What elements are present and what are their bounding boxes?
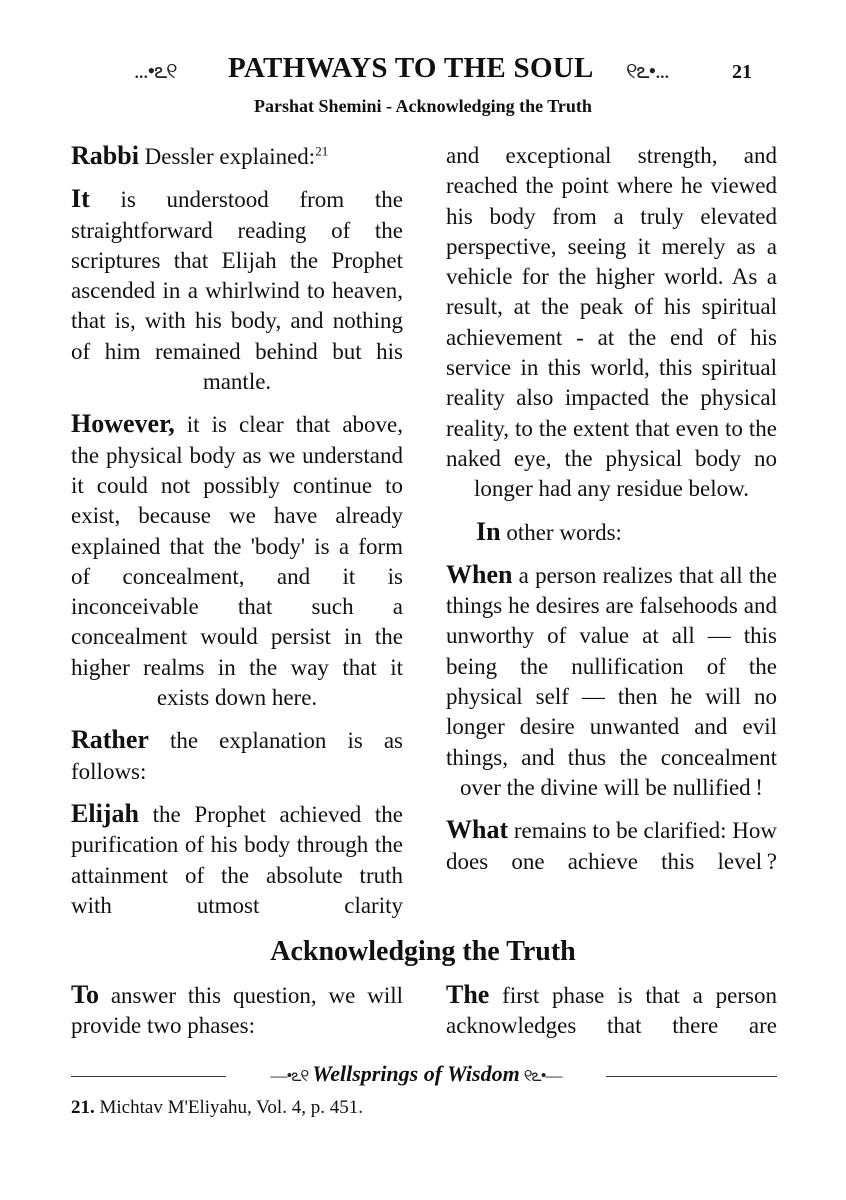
paragraph-lead: The (446, 980, 490, 1009)
paragraph-lead: In (476, 516, 501, 546)
header-ornament-left: ...•ఽ୧ (134, 58, 177, 83)
paragraph (446, 141, 777, 505)
page-header (0, 52, 846, 92)
paragraph (446, 560, 777, 803)
chapter-subtitle: Parshat Shemini - Acknowledging the Truth (254, 96, 592, 116)
right-column (446, 141, 777, 877)
footer-brand-band (226, 1061, 606, 1093)
header-ornament-right: ୧ఽ•... (626, 58, 669, 83)
paragraph-text: other words: (500, 519, 622, 545)
paragraph-text: and exceptional strength, and reached the point where he viewed his body from a truly elevated perspective, seeing it merely as a vehicle for the higher world. As a result, at the peak of his spiritual achievement - at the end of his service in this world, this spiritual reality also impacted the physical reality, to the extent that even to the naked eye, the physical body no longer had any residue below. (446, 143, 777, 502)
paragraph-lead: It (71, 184, 90, 214)
paragraph-text: it is clear that above, the physical body as we understand it could not possibly continue to exist, because we have already explained that the 'body' is a form of concealment, and it is inconceivable that such a concealment would persist in the higher realms in the way that it exists down here. (71, 412, 403, 711)
left-column-section (71, 980, 403, 1042)
paragraph (71, 409, 403, 713)
page-number: 21 (732, 61, 752, 83)
paragraph-lead: What (446, 815, 509, 845)
paragraph-text: remains to be clarified: How does one achieve this level ? (446, 818, 778, 874)
paragraph-text: answer this question, we will provide two phases: (71, 983, 403, 1039)
footer-ornament-left: —•ఽ୧ (270, 1066, 309, 1085)
paragraph (71, 980, 403, 1042)
footnote-text: Michtav M'Eliyahu, Vol. 4, p. 451. (94, 1097, 363, 1118)
paragraph-text: first phase is that a person acknowledges that there are (446, 983, 777, 1039)
footnote (71, 1097, 363, 1119)
paragraph-text: a person realizes that all the things he desires are falsehoods and unworthy of value at all — this being the nullification of the physical self — then he will no longer desire unwanted and evil things, and thus the concealment over the divine will be nullified ! (446, 562, 777, 800)
paragraph (446, 980, 777, 1042)
paragraph-lead: Rabbi (71, 141, 139, 170)
footnote-ref: 21 (315, 143, 329, 159)
footer-brand: Wellsprings of Wisdom (312, 1061, 520, 1086)
paragraph-text: is understood from the straightforward reading of the scriptures that Elijah the Prophet ascended in a whirlwind to heaven, that is, with his body, and nothing of him remained behind but his mantle. (71, 187, 403, 395)
left-column (71, 141, 403, 921)
paragraph-lead: However, (71, 409, 175, 439)
footnote-number: 21. (71, 1097, 95, 1118)
paragraph-lead: To (71, 980, 99, 1009)
book-title: PATHWAYS TO THE SOUL (228, 52, 594, 84)
paragraph-text: Dessler explained: (138, 144, 316, 169)
paragraph-text: the Prophet achieved the purification of his body through the attainment of the absolute truth with utmost clarity (71, 801, 403, 918)
paragraph (446, 815, 777, 877)
paragraph-text: the explanation is as follows: (71, 728, 403, 784)
paragraph-lead: When (446, 559, 513, 589)
paragraph (71, 184, 403, 397)
paragraph (446, 517, 777, 548)
footer-ornament-right: ୧ఽ•— (523, 1066, 562, 1085)
paragraph-lead: Rather (71, 725, 149, 755)
paragraph (71, 799, 403, 921)
section-heading: Acknowledging the Truth (270, 936, 576, 967)
right-column-section (446, 980, 777, 1042)
paragraph-lead: Elijah (71, 798, 139, 828)
paragraph (71, 725, 403, 787)
paragraph (71, 141, 403, 172)
